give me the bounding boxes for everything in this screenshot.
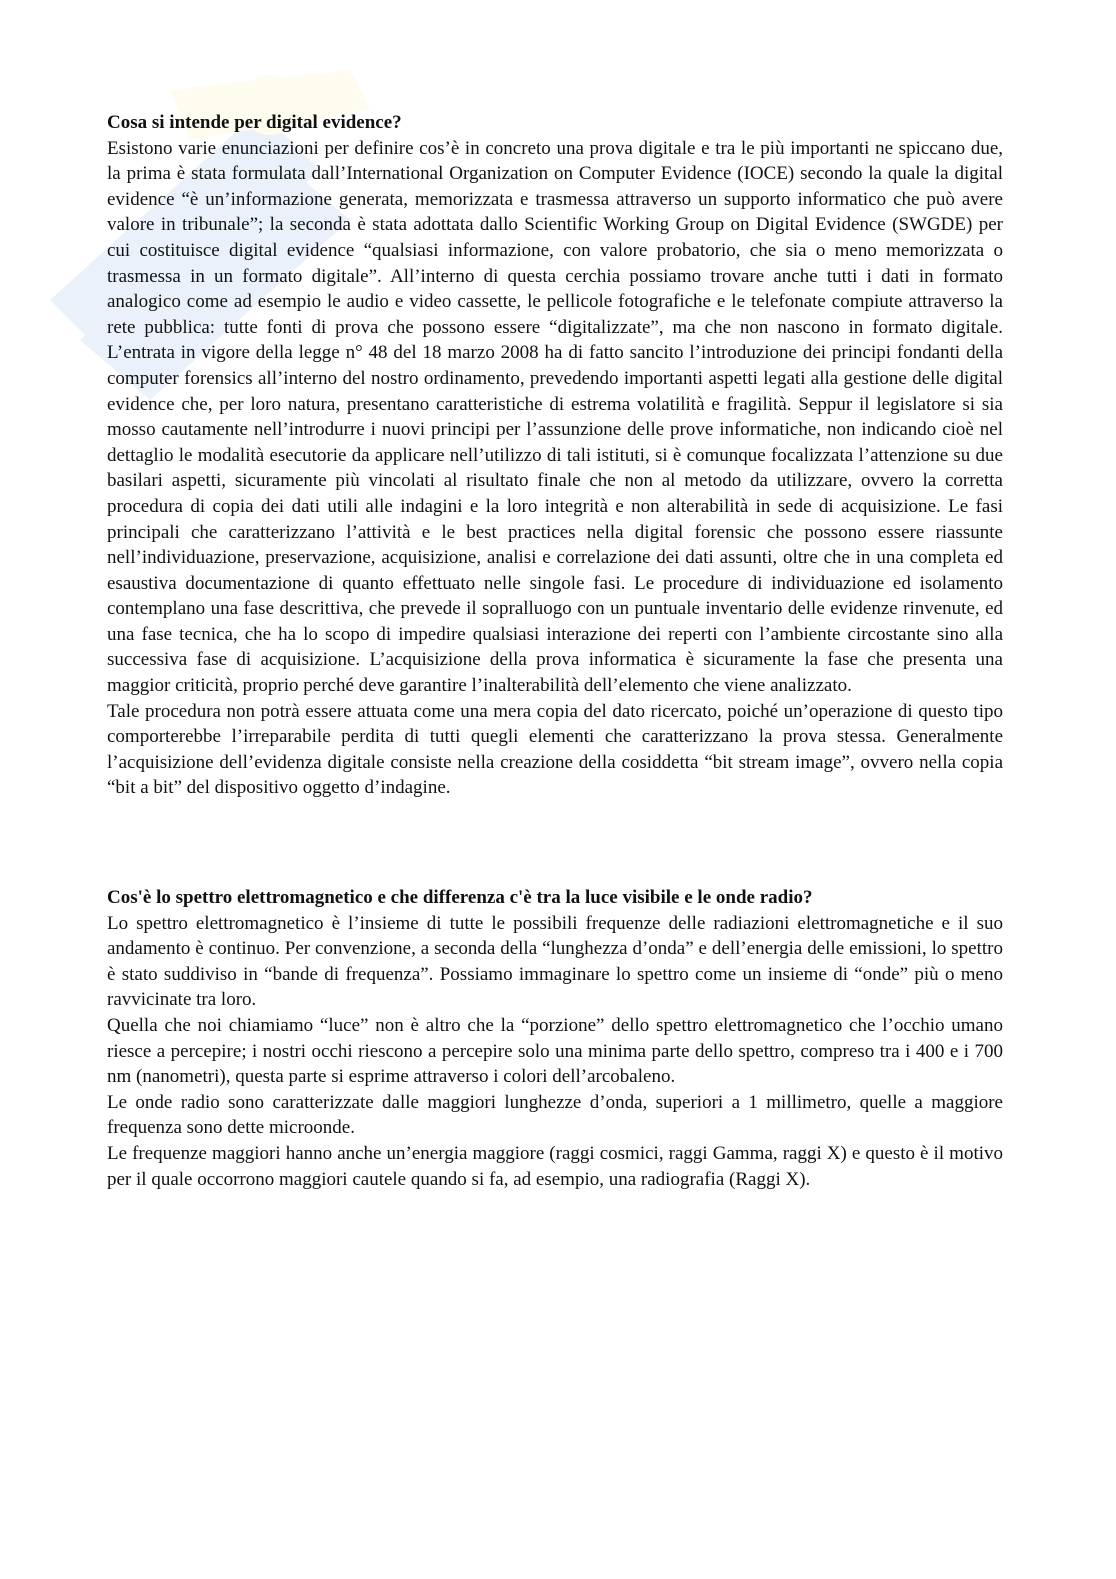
section-title: Cos'è lo spettro elettromagnetico e che differenza c'è tra la luce visibile e le onde radio? [107, 887, 813, 909]
section-title: Cosa si intende per digital evidence? [107, 112, 402, 133]
paragraph: Lo spettro elettromagnetico è l’insieme di tutte le possibili frequenze delle radiazioni elettromagnetiche e il suo andamento è continuo. Per convenzione, a seconda della “lunghezza d’onda” e dell’energia delle emissioni, lo spettro è stato suddiviso in “bande di frequenza”. Possiamo immaginare lo spettro come un insieme di “onde” più o meno ravvicinate tra loro. [107, 912, 1003, 1011]
section-digital-evidence [107, 110, 1003, 801]
paragraph: Quella che noi chiamiamo “luce” non è altro che la “porzione” dello spettro elettromagnetico che l’occhio umano riesce a percepire; i nostri occhi riescono a percepire solo una minima parte dello spettro, compreso tra i 400 e i 700 nm (nanometri), questa parte si esprime attraverso i colori dell’arcobaleno. [107, 1015, 1003, 1088]
section-electromagnetic-spectrum [107, 885, 1003, 1192]
paragraph: Esistono varie enunciazioni per definire cos’è in concreto una prova digitale e tra le più importanti ne spiccano due, la prima è stata formulata dall’International Organization on Computer Evidence (IOCE) secondo la quale la digital evidence “è un’informazione generata, memorizzata e trasmessa attraverso un supporto informatico che può avere valore in tribunale”; la seconda è stata adottata dallo Scientific Working Group on Digital Evidence (SWGDE) per cui costituisce digital evidence “qualsiasi informazione, con valore probatorio, che sia o meno memorizzata o trasmessa in un formato digitale”. All’interno di questa cerchia possiamo trovare anche tutti i dati in formato analogico come ad esempio le audio e video cassette, le pellicole fotografiche e le telefonate compiute attraverso la rete pubblica: tutte fonti di prova che possono essere “digitalizzate”, ma che non nascono in formato digitale. L’entrata in vigore della legge n° 48 del 18 marzo 2008 ha di fatto sancito l’introduzione dei principi fondanti della computer forensics all’interno del nostro ordinamento, prevedendo importanti aspetti legati alla gestione delle digital evidence che, per loro natura, presentano caratteristiche di estrema volatilità e fragilità. Seppur il legislatore si sia mosso cautamente nell’introdurre i nuovi principi per l’assunzione delle prove informatiche, non indicando cioè nel dettaglio le modalità esecutorie da applicare nell’utilizzo di tali istituti, si è comunque focalizzata l’attenzione su due basilari aspetti, sicuramente più vincolati al risultato finale che non al metodo da utilizzare, ovvero la corretta procedura di copia dei dati utili alle indagini e la loro integrità e non alterabilità in sede di acquisizione. Le fasi principali che caratterizzano l’attività e le best practices nella digital forensic che possono essere riassunte nell’individuazione, preservazione, acquisizione, analisi e correlazione dei dati assunti, oltre che in una completa ed esaustiva documentazione di quanto effettuato nelle singole fasi. Le procedure di individuazione ed isolamento contemplano una fase descrittiva, che prevede il sopralluogo con un puntuale inventario delle evidenze rinvenute, ed una fase tecnica, che ha lo scopo di impedire qualsiasi interazione dei reperti con l’ambiente circostante sino alla successiva fase di acquisizione. L’acquisizione della prova informatica è sicuramente la fase che presenta una maggior criticità, proprio perché deve garantire l’inalterabilità dell’elemento che viene analizzato. [107, 137, 1003, 697]
paragraph: Le onde radio sono caratterizzate dalle maggiori lunghezze d’onda, superiori a 1 millimetro, quelle a maggiore frequenza sono dette microonde. [107, 1091, 1003, 1139]
paragraph: Le frequenze maggiori hanno anche un’energia maggiore (raggi cosmici, raggi Gamma, raggi X) e questo è il motivo per il quale occorrono maggiori cautele quando si fa, ad esempio, una radiografia (Raggi X). [107, 1142, 1003, 1190]
section-spacer [107, 801, 1003, 885]
paragraph: Tale procedura non potrà essere attuata come una mera copia del dato ricercato, poiché un’operazione di questo tipo comporterebbe l’irreparabile perdita di tutti quegli elementi che caratterizzano la prova stessa. Generalmente l’acquisizione dell’evidenza digitale consiste nella creazione della cosiddetta “bit stream image”, ovvero nella copia “bit a bit” del dispositivo oggetto d’indagine. [107, 700, 1003, 799]
document-body [107, 110, 1003, 1192]
